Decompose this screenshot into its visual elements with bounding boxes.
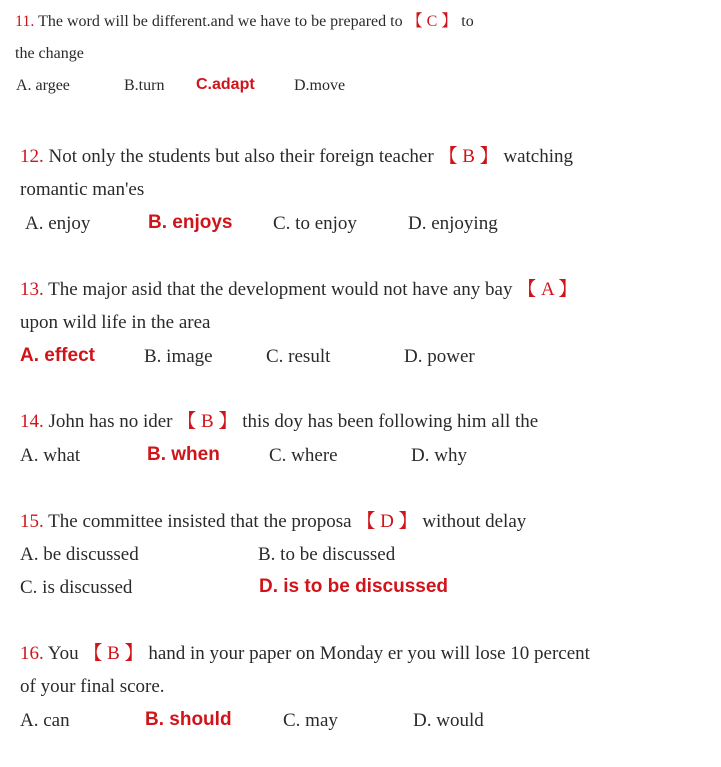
question-14-stem <box>20 412 538 431</box>
question-16-stem <box>20 644 590 663</box>
question-text: You <box>47 643 79 664</box>
question-text: The committee insisted that the proposa <box>48 511 352 532</box>
question-number: 14. <box>20 411 44 432</box>
question-number: 15. <box>20 511 44 532</box>
option-a: A. argee <box>16 77 70 94</box>
question-12-stem-line2: romantic man'es <box>20 179 145 200</box>
question-text-cont: hand in your paper on Monday er you will lose 10 percent <box>148 643 590 664</box>
option-d: D. enjoying <box>408 213 498 234</box>
option-a: A. can <box>20 710 70 731</box>
option-c: C. to enjoy <box>273 213 357 234</box>
option-b: B.turn <box>124 77 165 94</box>
answer-bracket: 【 B 】 <box>438 146 499 167</box>
question-15-stem <box>20 512 526 531</box>
option-c: C. is discussed <box>20 577 133 598</box>
option-a: A. what <box>20 445 81 466</box>
question-text: Not only the students but also their foreign teacher <box>48 146 434 167</box>
question-text-cont: this doy has been following him all the <box>242 411 539 432</box>
question-text-cont: to <box>461 13 474 30</box>
question-number: 11. <box>15 13 35 30</box>
option-c-correct: C.adapt <box>196 76 255 93</box>
option-b: B. to be discussed <box>258 544 396 565</box>
question-12-stem <box>20 147 573 166</box>
question-11-stem-line2: the change <box>15 45 84 62</box>
option-b-correct: B. enjoys <box>148 212 233 233</box>
question-13-stem <box>20 280 577 299</box>
option-b-correct: B. should <box>145 709 232 730</box>
option-c: C. where <box>269 445 338 466</box>
question-13-stem-line2: upon wild life in the area <box>20 312 211 333</box>
option-a-correct: A. effect <box>20 345 95 366</box>
option-d: D.move <box>294 77 346 94</box>
option-c: C. may <box>283 710 338 731</box>
question-number: 12. <box>20 146 44 167</box>
option-b: B. image <box>144 346 213 367</box>
question-text: The word will be different.and we have to be prepared to <box>38 13 403 30</box>
question-number: 16. <box>20 643 44 664</box>
question-text: John has no ider <box>48 411 173 432</box>
answer-bracket: 【 B 】 <box>83 643 144 664</box>
option-d: D. would <box>413 710 484 731</box>
option-d-correct: D. is to be discussed <box>259 576 448 597</box>
option-d: D. why <box>411 445 467 466</box>
option-d: D. power <box>404 346 475 367</box>
answer-bracket: 【 B 】 <box>177 411 238 432</box>
question-text: The major asid that the development would not have any bay <box>48 279 513 300</box>
answer-bracket: 【 C 】 <box>406 13 458 30</box>
question-11-stem <box>15 14 474 30</box>
question-16-stem-line2: of your final score. <box>20 676 165 697</box>
question-text-cont: without delay <box>422 511 527 532</box>
answer-bracket: 【 A 】 <box>517 279 578 300</box>
option-c: C. result <box>266 346 331 367</box>
question-text-cont: watching <box>503 146 574 167</box>
answer-bracket: 【 D 】 <box>356 511 418 532</box>
question-number: 13. <box>20 279 44 300</box>
option-b-correct: B. when <box>147 444 220 465</box>
option-a: A. enjoy <box>25 213 91 234</box>
option-a: A. be discussed <box>20 544 139 565</box>
